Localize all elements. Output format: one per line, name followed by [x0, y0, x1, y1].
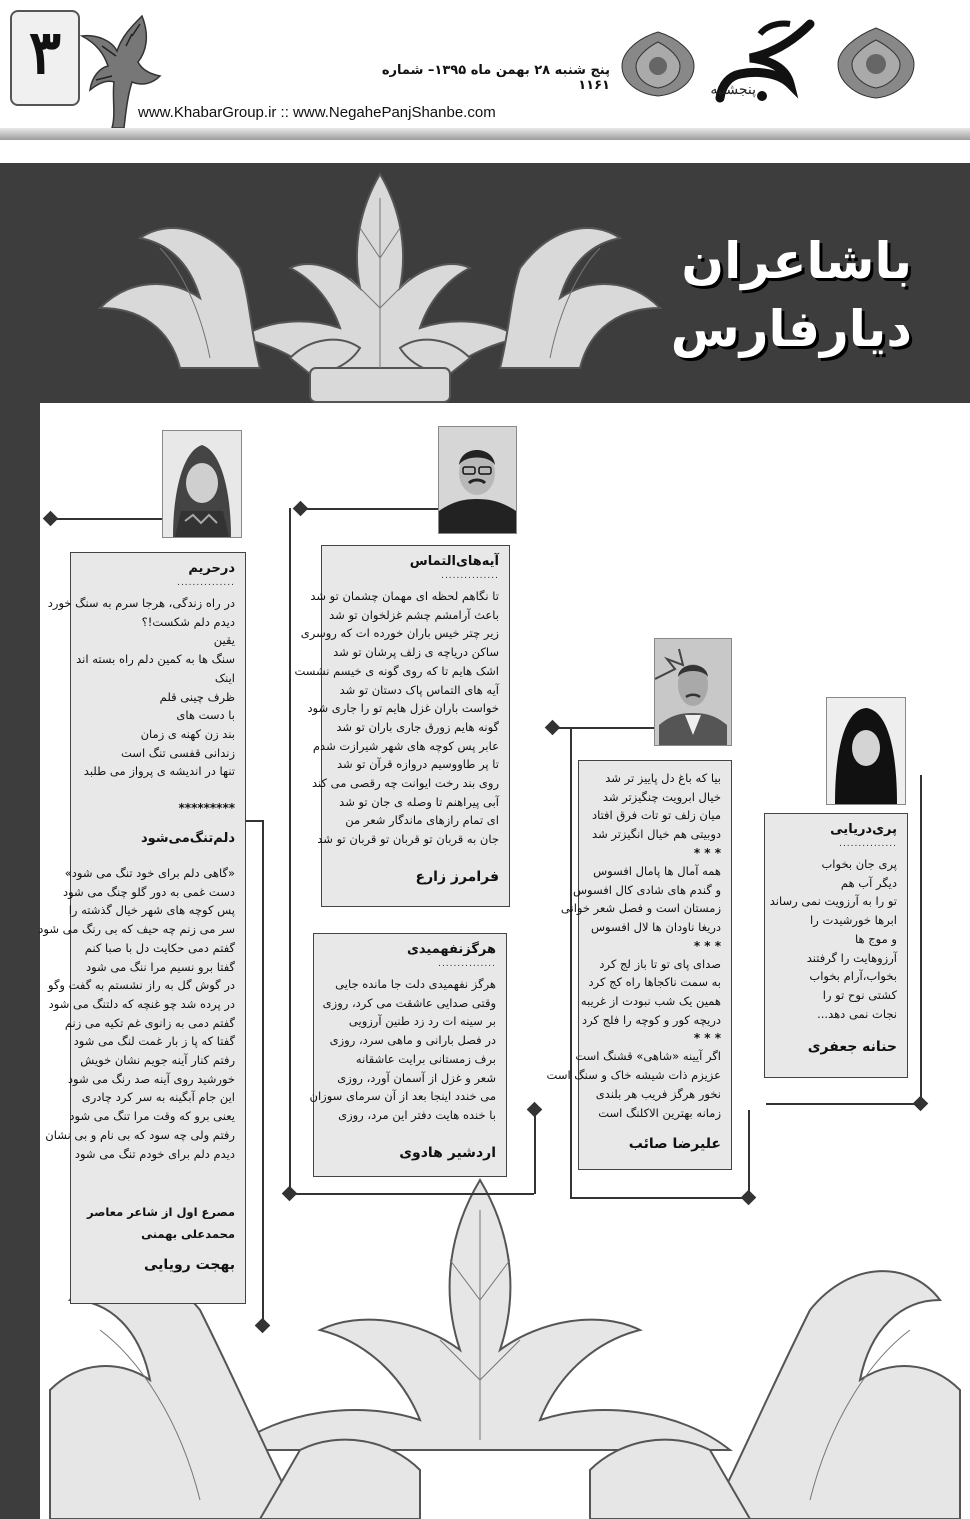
page-number-box — [10, 10, 80, 106]
title-dots: ............... — [839, 839, 897, 849]
connector-line — [289, 1193, 534, 1195]
poet-photo-alireza — [654, 638, 732, 746]
poem-line: اینک — [214, 670, 235, 685]
poem-line: باعث آرامشم چشم غزلخوان تو شد — [329, 607, 499, 622]
poem-line: جان به قربان تو قربان تو قربان تو شد — [317, 832, 499, 847]
poem-line: یعنی برو که وقت مرا تنگ می شود — [69, 1109, 235, 1124]
poem-line: یقین — [213, 633, 235, 648]
poem-line: ظرف چینی قلم — [159, 689, 235, 704]
title-dots: ............... — [177, 578, 235, 588]
poet-photo-behjat — [162, 430, 242, 538]
poem-note: مصرع اول از شاعر معاصر — [87, 1205, 235, 1220]
poem-line: دیدم دلم برای خودم تنگ می شود — [74, 1146, 235, 1161]
poet-photo-faramarz — [438, 426, 517, 534]
poem-line: زیر چتر خیس باران خورده ات که روسری — [300, 626, 499, 641]
poem-line: برف زمستانی برایت عاشقانه — [355, 1051, 496, 1066]
connector-line — [570, 1197, 748, 1199]
poem-line: بند زن کهنه ی زمان — [140, 726, 235, 741]
poem-line: کشتی نوح تو را — [822, 987, 897, 1002]
connector-line — [289, 508, 291, 1193]
poem-title: دلم‌تنگ‌می‌شود — [140, 831, 235, 847]
poem-line: سنگ ها به کمین دلم راه بسته اند — [76, 652, 235, 667]
website-links[interactable]: www.KhabarGroup.ir :: www.NegahePanjShanbe.com — [138, 104, 496, 121]
poem-line: و موج ها — [855, 931, 897, 946]
poem-line: و گندم های شادی کال افسوس — [572, 882, 721, 897]
poem-line: همه آمال ها پامال افسوس — [593, 863, 721, 878]
connector-line — [748, 1110, 750, 1198]
poet-name: بهجت رویایی — [144, 1257, 235, 1274]
poem-line: دریچه کور و کوچه را فلج کرد — [581, 1012, 721, 1027]
issue-date: پنج شنبه ۲۸ بهمن ماه ۱۳۹۵– شماره ۱۱۶۱ — [381, 63, 610, 93]
poem-line: گفتا برو نسیم مرا ننگ می شود — [86, 959, 235, 974]
poem-line: همین یک شب نبودت از غریبه — [580, 994, 721, 1009]
poem-line: بخواب،آرام بخواب — [809, 969, 897, 984]
poem-line: اشک هایم تا که روی گونه ی خیسم نشست — [294, 663, 499, 678]
connector-line — [766, 1103, 920, 1105]
poem-line: با خنده هایت دفتر این مرد، روزی — [338, 1107, 496, 1122]
header-divider-bar — [0, 128, 970, 140]
poem-title: هرگزنفهمیدی — [406, 942, 496, 957]
poem-line: آیه های التماس پاک دستان تو شد — [339, 682, 499, 697]
poem-line: در گوش گل به راز نشستم به گفت وگو — [48, 978, 235, 993]
poem-line: میان زلف تو تات فرق افتاد — [591, 808, 721, 823]
poem-line: زمستان است و فصل شعر خوانی — [560, 901, 721, 916]
poet-photo-hanane — [826, 697, 906, 805]
poet-name: علیرضا صائب — [628, 1136, 721, 1153]
section-title-line1: باشاعران — [681, 232, 912, 290]
poem-line: به سمت ناکجاها راه کج کرد — [588, 975, 721, 990]
masthead-logo-text: نگاه — [704, 104, 711, 109]
poem-line: تا نگاهم لحظه ای مهمان چشمان تو شد — [310, 589, 499, 603]
poem-line: دریغا ناودان ها لال افسوس — [591, 919, 721, 934]
poem-title: آیه‌های‌التماس — [409, 554, 499, 569]
poem-line: سر می زنم چه حیف که بی رنگ می شود — [38, 922, 235, 937]
poem-line: وقتی صدایی عاشقت می کرد، روزی — [322, 995, 496, 1010]
connector-line — [262, 820, 264, 1325]
poem-line: تا پر طاووسیم دروازه قرآن تو شد — [336, 757, 499, 772]
masthead-subtitle: پنجشنبه — [710, 82, 756, 98]
poem-line: دوبیتی هم خیال انگیزتر شد — [592, 827, 721, 842]
poem-line: خورشید روی آینه صد رنگ می شود — [67, 1071, 235, 1086]
connector-line — [245, 820, 263, 822]
poem-line: گونه هایم زورق جاری باران تو شد — [336, 719, 499, 734]
poem-line: عابر پس کوچه های شهر شیرازت شدم — [312, 738, 499, 753]
section-title-line2: دیارفارس — [670, 300, 912, 358]
poem-line: تو را به آرزویت نمی رساند — [769, 894, 897, 909]
poem-line: عزیزم ذات شیشه خاک و سنگ است — [546, 1068, 721, 1083]
connector-line — [552, 727, 654, 729]
poem-line: این جام آبگینه به سر کرد چادری — [81, 1090, 235, 1105]
poet-name: حنانه جعفری — [807, 1039, 897, 1056]
poem-line: تنها در اندیشه ی پرواز می طلبد — [83, 764, 235, 779]
connector-line — [300, 508, 440, 510]
poem-line: شعر و غزل از آسمان آورد، روزی — [337, 1070, 496, 1085]
masthead-ornament-right-icon — [834, 24, 918, 102]
poet-name: فرامرز زارع — [415, 868, 499, 885]
connector-line — [50, 518, 162, 520]
connector-line — [570, 727, 572, 1197]
poem-separator: * * * — [693, 938, 721, 953]
poem-line: بیا که باغ دل پاییز تر شد — [605, 771, 721, 785]
poem-line: روی بند رخت ایوانت چه رقصی می کند — [312, 776, 499, 791]
connector-line — [920, 775, 922, 1103]
page-number: ۳ — [28, 18, 62, 88]
poem-line: رفتم کنار آینه جویم نشان خویش — [80, 1053, 235, 1068]
poem-line: پری جان بخواب — [821, 857, 897, 871]
poem-line: نخور هرگز فریب هر بلندی — [595, 1086, 721, 1101]
poem-line: در فصل بارانی و ماهی سرد، روزی — [329, 1033, 496, 1048]
poem-line: ابرها خورشیدت را — [810, 913, 897, 928]
poem-title: پری‌دریایی — [830, 822, 897, 837]
poem-line: خواست باران غزل هایم تو را جاری شود — [307, 701, 499, 716]
title-dots: ............... — [441, 571, 499, 581]
poem-separator: * * * — [693, 845, 721, 860]
poem-separator: * * * — [693, 1031, 721, 1046]
poem-box-behjat — [38, 552, 246, 1304]
poem-line: با دست های — [176, 708, 235, 723]
poet-name: اردشیر هادوی — [399, 1144, 496, 1161]
poem-line: گفتم دمی حکایت دل با صبا کنم — [84, 940, 235, 955]
poem-box-faramarz — [294, 545, 510, 907]
poem-line: پس کوچه های شهر خیال گذشته را — [68, 903, 235, 918]
poem-line: اگر آیینه «شاهی» قشنگ است — [575, 1049, 721, 1064]
poem-line: در راه زندگی، هرجا سرم به سنگ خورد — [47, 596, 235, 610]
poem-line: در پرده شد چو غنچه که دلتنگ می شود — [48, 996, 235, 1011]
poem-line: آبی پیراهنم تا وصله ی جان تو شد — [339, 794, 499, 809]
poem-title: درحریم — [188, 561, 235, 576]
poem-separator: ********* — [178, 801, 235, 816]
poem-line: بر سینه ات رد زد طنین آرزویی — [348, 1014, 496, 1029]
poem-line: دست غمی به دور گلو چنگ می شود — [62, 884, 235, 899]
top-floral-ornament-icon — [60, 168, 700, 404]
poem-line: دیگر آب هم — [840, 875, 897, 890]
poem-line: نجات نمی دهد... — [817, 1006, 897, 1021]
poem-box-hanane — [764, 813, 908, 1078]
poem-line: خیال ابرویت چنگیزتر شد — [602, 789, 721, 804]
poem-note: محمدعلی بهمنی — [141, 1227, 235, 1242]
poem-line: گفتا که پا ز بار غمت لنگ می شود — [73, 1034, 235, 1049]
poem-line: دیدم دلم شکست!؟ — [141, 614, 235, 629]
poem-line: رفتم ولی چه سود که بی نام و بی نشان — [45, 1127, 235, 1142]
poem-line: هرگز نفهمیدی دلت جا مانده جایی — [335, 977, 496, 991]
poem-line: صدای پای تو تا باز لج کرد — [599, 956, 721, 971]
left-dark-strip — [0, 163, 40, 1519]
poem-line: می خندد اینجا بعد از آن سرمای سوزان — [309, 1089, 496, 1104]
poem-line: «گاهی دلم برای خود تنگ می شود» — [64, 866, 235, 881]
connector-line — [534, 1110, 536, 1194]
poem-line: آرزوهایت را گرفتند — [806, 950, 897, 965]
title-dots: ............... — [438, 959, 496, 969]
poem-line: ساکن دریاچه ی زلف پرشان تو شد — [333, 645, 499, 660]
poem-line: ای تمام رازهای ماندگار شعر من — [345, 813, 499, 828]
poem-box-alireza — [546, 760, 732, 1170]
poem-box-ardeshir — [309, 933, 507, 1177]
poem-line: زمانه بهترین الاکلنگ است — [598, 1105, 721, 1120]
poem-line: گفتم دمی به زانوی غم تکیه می زنم — [64, 1015, 235, 1030]
poem-line: زندانی قفسی تنگ است — [121, 745, 235, 760]
